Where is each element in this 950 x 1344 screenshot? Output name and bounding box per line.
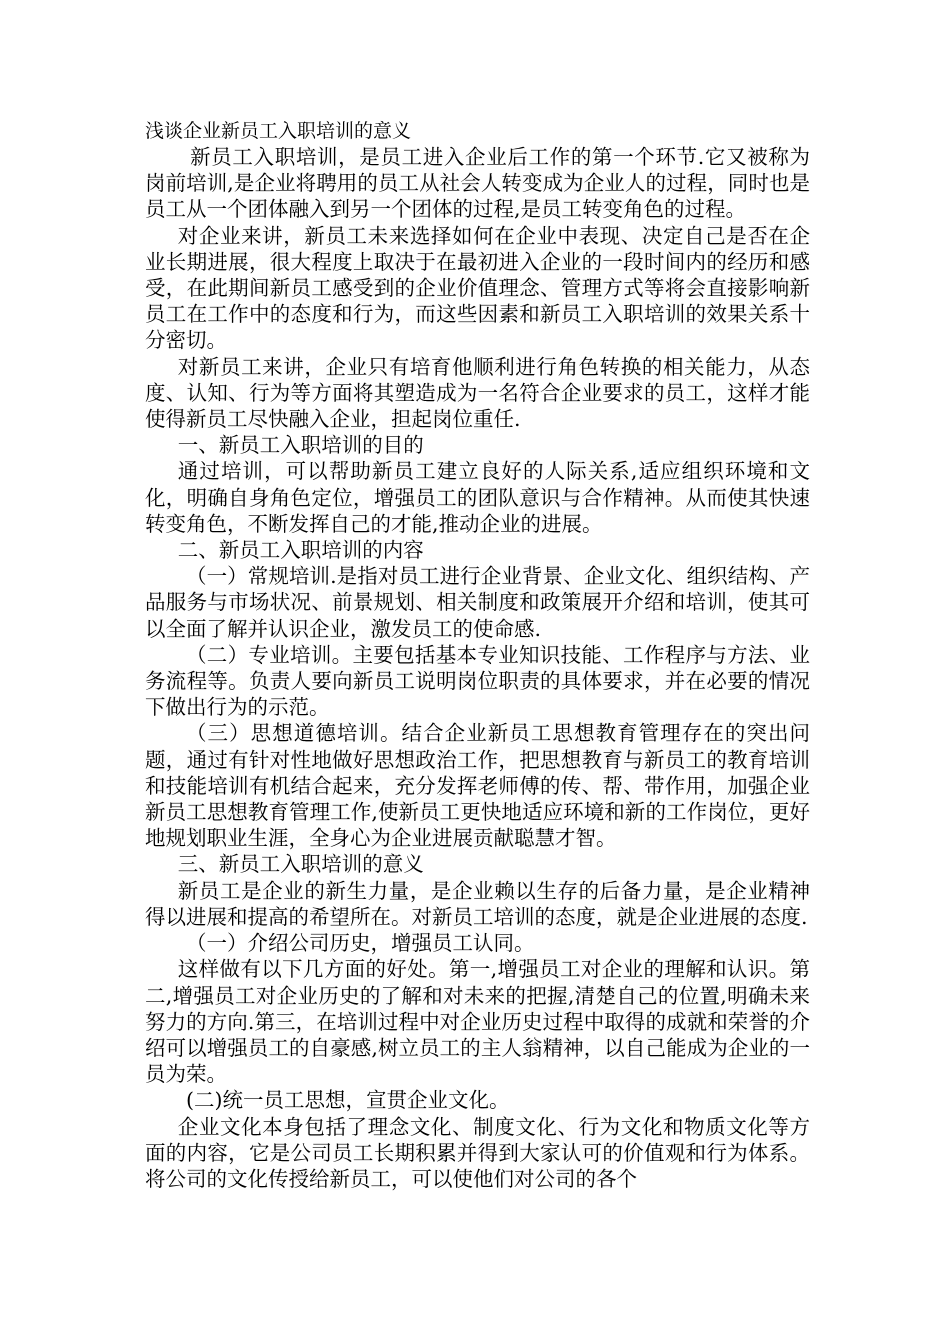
paragraph: （三）思想道德培训。结合企业新员工思想教育管理存在的突出问题，通过有针对性地做好思想政治工作，把思想教育与新员工的教育培训和技能培训有机结合起来，充分发挥老师傅的传、帮、带作用，加强企业新员工思想教育管理工作,使新员工更快地适应环境和新的工作岗位，更好地规划职业生涯，全身心为企业进展贡献聪慧才智。 <box>145 721 810 851</box>
paragraph: （二）专业培训。主要包括基本专业知识技能、工作程序与方法、业务流程等。负责人要向新员工说明岗位职责的具体要求，并在必要的情况下做出行为的示范。 <box>145 642 810 720</box>
paragraph: 通过培训，可以帮助新员工建立良好的人际关系,适应组织环境和文化，明确自身角色定位，增强员工的团队意识与合作精神。从而使其快速转变角色，不断发挥自己的才能,推动企业的进展。 <box>145 459 810 536</box>
paragraph: (二)统一员工思想，宣贯企业文化。 <box>186 1088 510 1113</box>
document-title: 浅谈企业新员工入职培训的意义 <box>145 120 412 142</box>
document-page <box>145 118 810 1192</box>
paragraph: 企业文化本身包括了理念文化、制度文化、行为文化和物质文化等方面的内容，它是公司员工长期积累并得到大家认可的价值观和行为体系。将公司的文化传授给新员工，可以使他们对公司的各个 <box>145 1114 810 1191</box>
paragraph: 一、新员工入职培训的目的 <box>177 433 424 458</box>
paragraph: 这样做有以下几方面的好处。第一,增强员工对企业的理解和认识。第二,增强员工对企业历史的了解和对未来的把握,清楚自己的位置,明确未来努力的方向.第三，在培训过程中对企业历史过程中取得的成就和荣誉的介绍可以增强员工的自豪感,树立员工的主人翁精神，以自己能成为企业的一员为荣。 <box>145 957 810 1087</box>
document-body <box>145 144 810 1192</box>
paragraph: 新员工是企业的新生力量，是企业赖以生存的后备力量，是企业精神得以进展和提高的希望所在。对新员工培训的态度，就是企业进展的态度. <box>145 878 810 929</box>
paragraph: 对新员工来讲，企业只有培育他顺利进行角色转换的相关能力，从态度、认知、行为等方面将其塑造成为一名符合企业要求的员工，这样才能使得新员工尽快融入企业，担起岗位重任. <box>145 354 810 432</box>
paragraph: 对企业来讲，新员工未来选择如何在企业中表现、决定自己是否在企业长期进展，很大程度上取决于在最初进入企业的一段时间内的经历和感受，在此期间新员工感受到的企业价值理念、管理方式等将会直接影响新员工在工作中的态度和行为，而这些因素和新员工入职培训的效果关系十分密切。 <box>145 223 810 353</box>
paragraph: （一）常规培训.是指对员工进行企业背景、企业文化、组织结构、产品服务与市场状况、前景规划、相关制度和政策展开介绍和培训，使其可以全面了解并认识企业，激发员工的使命感. <box>145 564 810 641</box>
paragraph: 三、新员工入职培训的意义 <box>177 852 424 877</box>
paragraph: （一）介绍公司历史，增强员工认同。 <box>186 931 535 956</box>
paragraph: 二、新员工入职培训的内容 <box>177 538 424 563</box>
paragraph: 新员工入职培训，是员工进入企业后工作的第一个环节.它又被称为岗前培训,是企业将聘用的员工从社会人转变成为企业人的过程，同时也是员工从一个团体融入到另一个团体的过程,是员工转变角色的过程。 <box>145 145 810 222</box>
